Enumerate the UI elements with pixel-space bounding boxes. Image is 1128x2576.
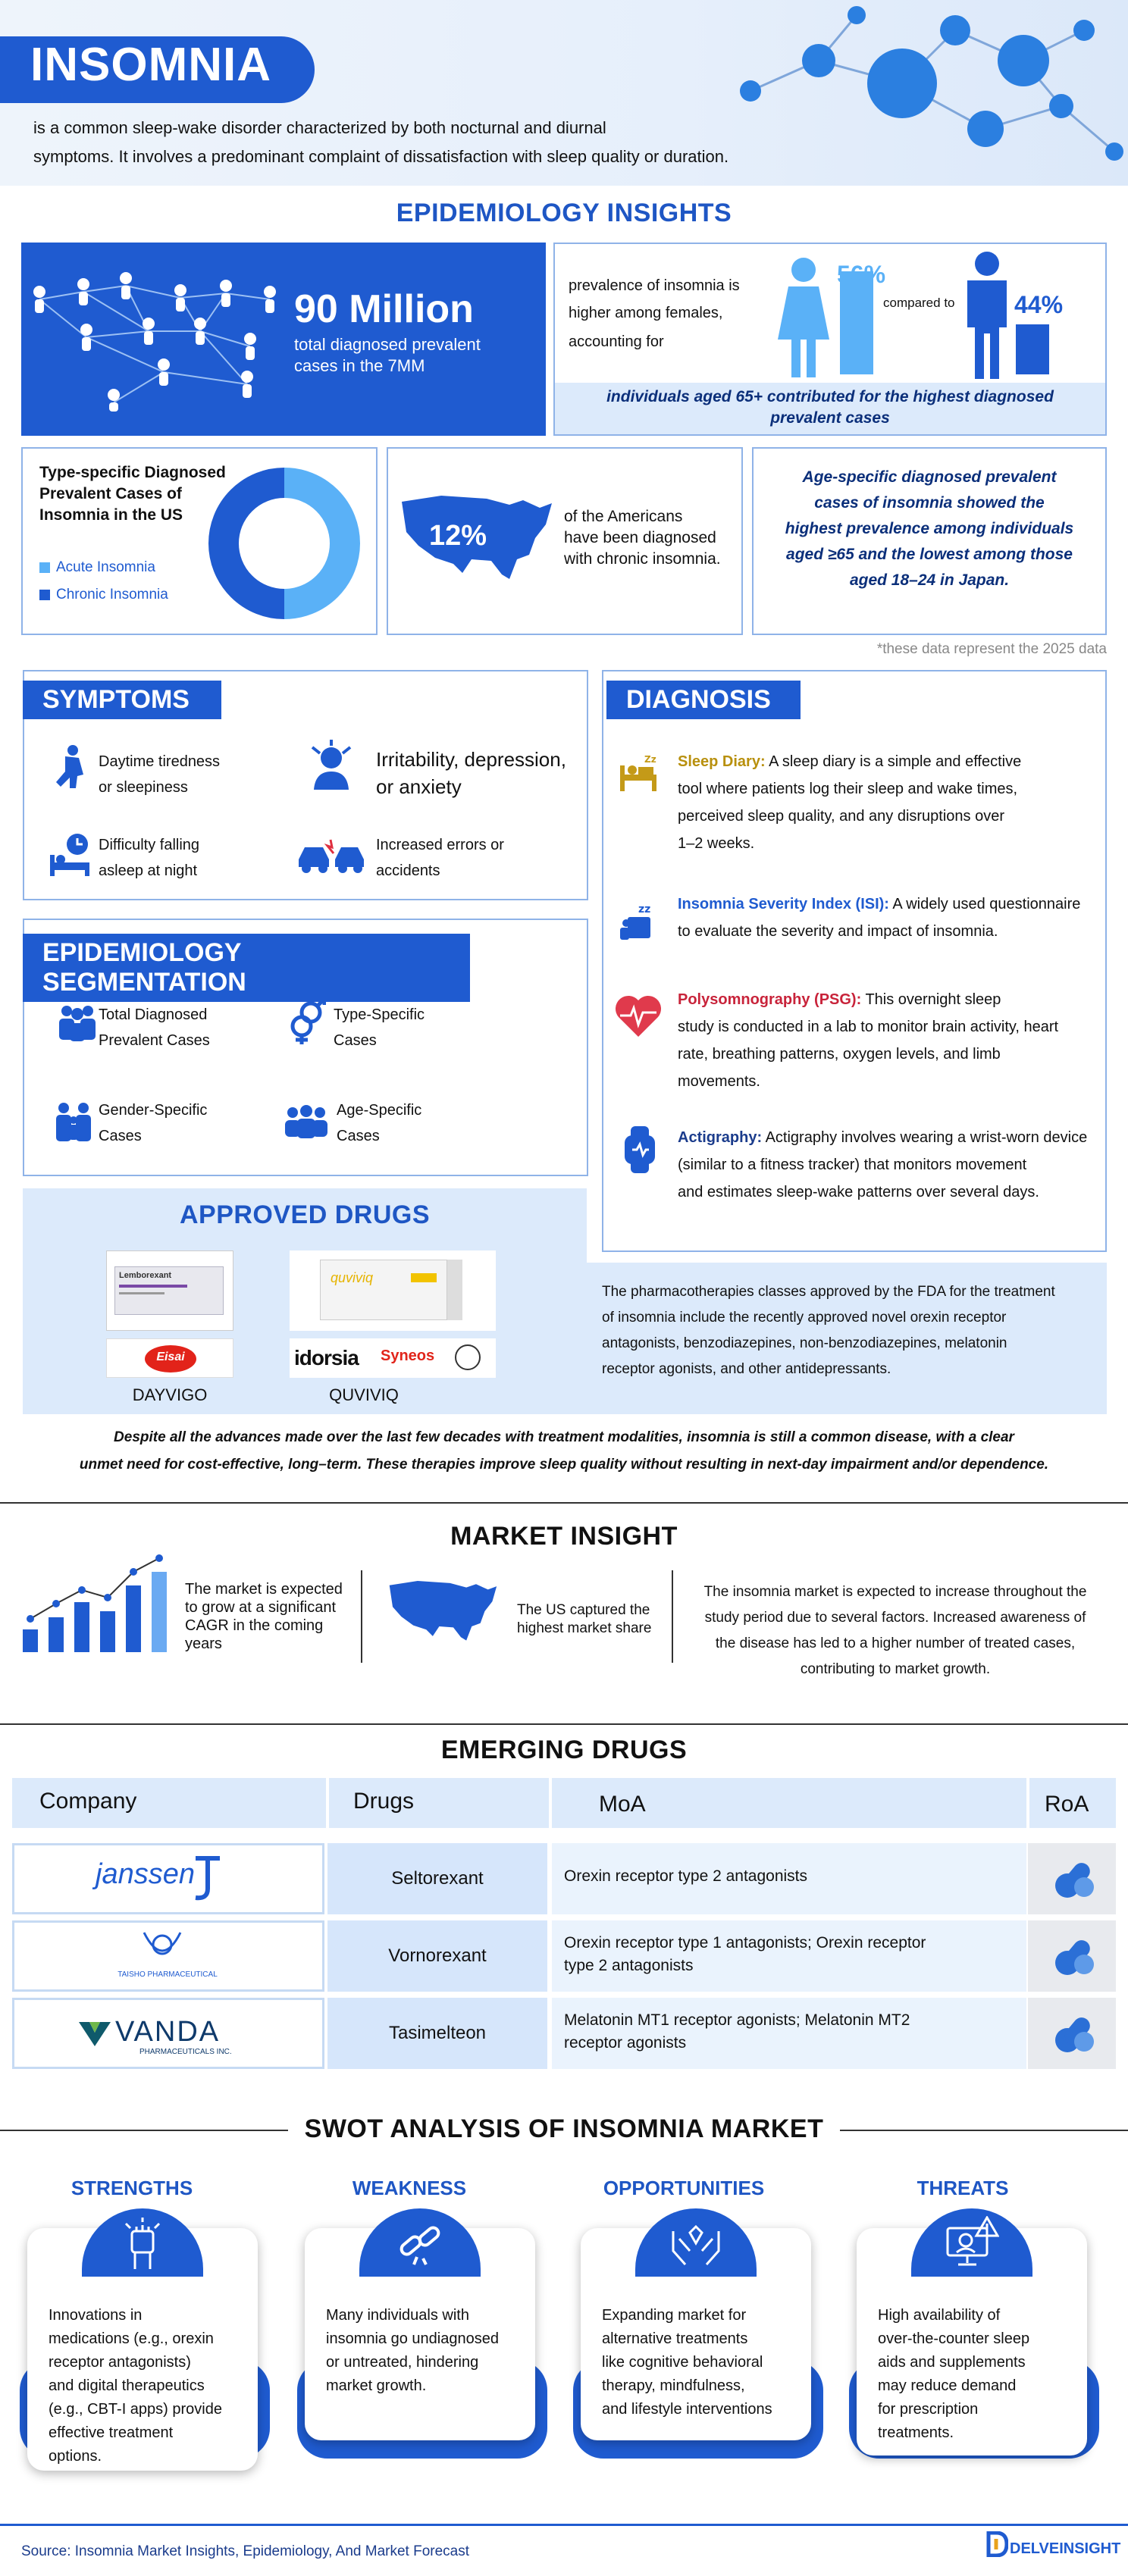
diagnosis-1-line-2: tool where patients log their sleep and wake times,	[678, 781, 1018, 797]
col-divider-2	[549, 1778, 552, 1828]
idorsia-logo-text: idorsia	[294, 1346, 359, 1369]
diagnosis-3-title: Polysomnography (PSG):	[678, 991, 862, 1008]
broken-chain-icon	[396, 2218, 444, 2268]
seg-3-line-2: Cases	[99, 1128, 142, 1144]
strengths-title: STRENGTHS	[70, 2177, 193, 2199]
warning-monitor-icon	[945, 2216, 999, 2271]
market-3-line-1: The insomnia market is expected to increase throughout the	[703, 1584, 1087, 1600]
dayvigo-pack	[106, 1250, 233, 1331]
diagnosis-4-title: Actigraphy:	[678, 1129, 763, 1146]
footer-divider	[0, 2524, 1128, 2526]
female-percent: 56%	[837, 261, 886, 288]
swot-line-right	[840, 2130, 1128, 2131]
drug-cell	[327, 1920, 547, 1992]
opportunities-text-line: and lifestyle interventions	[602, 2401, 772, 2418]
diagnosis-heading: DIAGNOSIS	[606, 681, 801, 719]
idorsia-syneos-logo	[290, 1338, 496, 1378]
svg-text:zz: zz	[638, 903, 651, 916]
quviviq-pack	[290, 1250, 496, 1331]
drug-name: Vornorexant	[388, 1945, 487, 1966]
diagnosis-1	[678, 749, 1021, 775]
us-market-map-icon	[371, 1573, 512, 1649]
seg-2-line-2: Cases	[334, 1032, 377, 1049]
donut-slice-chronic	[224, 483, 284, 604]
moa-line-1: Orexin receptor type 1 antagonists; Orexin receptor	[564, 1934, 926, 1952]
japan-line-3: highest prevalence among individuals	[785, 520, 1074, 537]
seg-2-line-1: Type-Specific	[334, 1006, 425, 1023]
us-text-2: have been diagnosed	[564, 529, 716, 546]
diagnosis-3-line-4: movements.	[678, 1073, 760, 1090]
threats-text-line: aids and supplements	[878, 2354, 1026, 2371]
delveinsight-logo-icon	[985, 2531, 1008, 2557]
family-icon	[53, 1102, 96, 1141]
molecule-illustration	[705, 0, 1128, 182]
diagnosis-2-line-2: to evaluate the severity and impact of insomnia.	[678, 923, 998, 940]
market-3-line-3: the disease has led to a higher number of treated cases,	[715, 1635, 1076, 1651]
weakness-text-line: market growth.	[326, 2377, 427, 2394]
pill-capsule-icon	[1054, 1858, 1095, 1899]
threats-text-line: treatments.	[878, 2424, 954, 2441]
wrist-device-icon	[622, 1126, 658, 1173]
strengths-text-line: Innovations in	[49, 2307, 143, 2324]
eisai-logo-text: Eisai	[156, 1351, 185, 1363]
swot-heading: SWOT ANALYSIS OF INSOMNIA MARKET	[304, 2114, 824, 2143]
market-1-line-2: to grow at a significant	[185, 1599, 336, 1616]
legend-chronic-swatch	[39, 590, 50, 600]
seg-1-line-2: Prevalent Cases	[99, 1032, 210, 1049]
taisho-emblem-icon	[138, 1928, 186, 1966]
us-text-1: of the Americans	[564, 508, 683, 525]
people-network-icon	[30, 261, 288, 413]
approved-desc-2: of insomnia include the recently approved novel orexin receptor	[602, 1310, 1007, 1326]
diagnosis-2-title: Insomnia Severity Index (ISI):	[678, 896, 889, 912]
approved-desc-4: receptor agonists, and other antidepressants.	[602, 1361, 891, 1377]
threats-text-line: over-the-counter sleep	[878, 2330, 1030, 2347]
market-3-line-2: study period due to several factors. Increased awareness of	[704, 1610, 1086, 1626]
japan-line-5: aged 18–24 in Japan.	[849, 571, 1010, 589]
quviviq-pack-label: quviviq	[331, 1270, 374, 1285]
diagnosis-2-text: A widely used questionnaire	[888, 896, 1081, 912]
questionnaire-icon	[617, 899, 660, 941]
col-drugs-header: Drugs	[353, 1789, 415, 1814]
emerging-header-row	[12, 1778, 1116, 1828]
diagnosis-4-text: Actigraphy involves wearing a wrist-worn device	[762, 1129, 1088, 1146]
col-divider-3	[1026, 1778, 1029, 1828]
seg-4-line-1: Age-Specific	[337, 1102, 422, 1119]
opportunities-text	[602, 2304, 772, 2421]
weakness-text-line: insomnia go undiagnosed	[326, 2330, 499, 2347]
emerging-heading: EMERGING DRUGS	[440, 1736, 688, 1764]
page-title: INSOMNIA	[30, 39, 271, 91]
drug-name: Seltorexant	[391, 1868, 484, 1889]
data-footnote: *these data represent the 2025 data	[876, 641, 1107, 657]
dayvigo-pack-label: Lemborexant	[119, 1271, 172, 1280]
threats-text-line: for prescription	[878, 2401, 979, 2418]
diagnosis-1-line-3: perceived sleep quality, and any disruptions over	[678, 808, 1004, 825]
japan-line-2: cases of insomnia showed the	[814, 494, 1045, 512]
taisho-logo-text: TAISHO PHARMACEUTICAL	[118, 1970, 218, 1979]
vanda-logo-text: VANDA	[115, 2016, 221, 2048]
symptom-3-line-1: Difficulty falling	[99, 837, 200, 853]
moa-line-2: type 2 antagonists	[564, 1957, 694, 1974]
legend-chronic-label: Chronic Insomnia	[56, 587, 168, 603]
col-roa-header: RoA	[1045, 1792, 1089, 1817]
symptom-1-line-1: Daytime tiredness	[99, 753, 221, 770]
moa-cell	[552, 1998, 1026, 2069]
swot-line-left	[0, 2130, 288, 2131]
table-row	[12, 1843, 1116, 1914]
vanda-logo-subtext: PHARMACEUTICALS INC.	[139, 2048, 232, 2056]
symptom-2-line-2: or anxiety	[376, 775, 462, 798]
market-divider-line	[0, 1502, 1128, 1504]
gender-symbol-icon	[288, 999, 326, 1044]
strengths-text-line: medications (e.g., orexin	[49, 2330, 214, 2347]
age-banner-line-2: prevalent cases	[770, 409, 890, 427]
diagnosis-3-text: This overnight sleep	[861, 991, 1001, 1008]
type-title-3: Insomnia in the US	[39, 506, 183, 524]
weakness-title: WEAKNESS	[352, 2177, 467, 2199]
diagnosis-1-text: A sleep diary is a simple and effective	[765, 753, 1022, 770]
opportunities-text-line: alternative treatments	[602, 2330, 748, 2347]
weakness-text-line: Many individuals with	[326, 2307, 469, 2324]
opportunities-text-line: therapy, mindfulness,	[602, 2377, 745, 2394]
market-1-line-1: The market is expected	[185, 1581, 343, 1598]
market-3-line-4: contributing to market growth.	[800, 1661, 991, 1677]
type-title-1: Type-specific Diagnosed	[39, 464, 226, 481]
drug-name: Tasimelteon	[388, 2023, 487, 2043]
symptom-4-line-2: accidents	[376, 862, 440, 879]
market-divider-2	[672, 1570, 673, 1663]
female-figure-icon	[773, 256, 834, 377]
unmet-need-note-1: Despite all the advances made over the last few decades with treatment modalities, insomnia is still a common disease, with a clear	[114, 1429, 1014, 1445]
market-1-line-4: years	[185, 1635, 222, 1652]
diagnosis-1-line-4: 1–2 weeks.	[678, 835, 755, 852]
japan-line-1: Age-specific diagnosed prevalent	[802, 468, 1057, 486]
symptom-4-line-1: Increased errors or	[376, 837, 504, 853]
diagnosis-2	[678, 891, 1080, 917]
strengths-text-line: effective treatment	[49, 2424, 174, 2441]
col-divider-1	[326, 1778, 329, 1828]
moa-line-2: receptor agonists	[564, 2034, 687, 2052]
market-1-line-3: CAGR in the coming	[185, 1617, 324, 1634]
approved-desc-3: antagonists, benzodiazepines, non-benzodiazepines, melatonin	[602, 1335, 1007, 1351]
brand-logo-text: DELVEINSIGHT	[1010, 2540, 1121, 2557]
opportunities-text-line: like cognitive behavioral	[602, 2354, 763, 2371]
diagnosis-4-line-2: (similar to a fitness tracker) that monitors movement	[678, 1157, 1027, 1173]
stressed-head-icon	[306, 740, 356, 790]
col-moa-header: MoA	[599, 1792, 646, 1817]
epidemiology-heading: EPIDEMIOLOGY INSIGHTS	[396, 199, 732, 227]
seg-4-line-2: Cases	[337, 1128, 380, 1144]
drug-cell	[327, 1998, 547, 2069]
age-group-icon	[284, 1105, 329, 1138]
type-title-2: Prevalent Cases of	[39, 485, 182, 502]
seg-1-line-1: Total Diagnosed	[99, 1006, 208, 1023]
symptom-3-line-2: asleep at night	[99, 862, 198, 879]
moa-line-1: Orexin receptor type 2 antagonists	[564, 1867, 808, 1885]
diagnosis-1-title: Sleep Diary:	[678, 753, 766, 770]
pill-capsule-icon	[1054, 1936, 1095, 1977]
diagnosis-4	[678, 1125, 1087, 1150]
big-number: 90 Million	[294, 287, 474, 331]
threats-title: THREATS	[916, 2177, 1009, 2199]
market-divider-1	[361, 1570, 362, 1663]
sleep-diary-icon	[617, 753, 660, 793]
threats-text	[878, 2304, 1029, 2445]
pill-capsule-icon	[1054, 2013, 1095, 2054]
threats-text-line: High availability of	[878, 2307, 1001, 2324]
seg-3-line-1: Gender-Specific	[99, 1102, 208, 1119]
tired-person-icon	[50, 744, 91, 790]
compared-to-label: compared to	[883, 296, 955, 310]
type-donut-chart	[205, 464, 364, 623]
big-caption-1: total diagnosed prevalent	[294, 335, 481, 354]
dayvigo-label: DAYVIGO	[132, 1385, 208, 1404]
strengths-text-line: and digital therapeutics	[49, 2377, 205, 2394]
janssen-logo-text: janssen	[96, 1858, 195, 1890]
diagnosis-3-line-3: rate, breathing patterns, oxygen levels, and limb	[678, 1046, 1001, 1063]
male-bar	[1016, 324, 1049, 374]
svg-text:Zz: Zz	[644, 754, 656, 765]
opportunities-text-line: Expanding market for	[602, 2307, 747, 2324]
age-banner-line-1: individuals aged 65+ contributed for the highest diagnosed	[606, 388, 1054, 405]
market-2-line-2: highest market share	[517, 1620, 652, 1636]
syneos-logo-text: Syneos	[381, 1347, 435, 1364]
symptom-2-line-1: Irritability, depression,	[376, 748, 566, 771]
strengths-text	[49, 2304, 222, 2468]
janssen-swoosh-icon	[190, 1854, 223, 1902]
market-2-line-1: The US captured the	[517, 1602, 650, 1618]
approved-desc-1: The pharmacotherapies classes approved by the FDA for the treatment	[602, 1284, 1055, 1300]
diagnosis-3	[678, 987, 1001, 1013]
legend-acute-label: Acute Insomnia	[56, 559, 155, 575]
unmet-need-note-2: unmet need for cost-effective, long–term. These therapies improve sleep quality without resulting in next-day impairment and/or dependence.	[79, 1457, 1049, 1473]
threats-text-line: may reduce demand	[878, 2377, 1017, 2394]
male-figure-icon	[957, 252, 1017, 379]
col-company-header: Company	[39, 1789, 137, 1814]
opportunities-title: OPPORTUNITIES	[603, 2177, 765, 2199]
female-text-1: prevalence of insomnia is	[569, 277, 740, 294]
male-percent: 44%	[1014, 291, 1064, 318]
emerging-divider-line	[0, 1723, 1128, 1725]
raised-fist-icon	[118, 2216, 167, 2271]
us-text-3: with chronic insomnia.	[564, 550, 721, 568]
strengths-text-line: receptor antagonists)	[49, 2354, 191, 2371]
hands-opportunity-icon	[669, 2216, 723, 2271]
intro-line-1: is a common sleep-wake disorder characterized by both nocturnal and diurnal	[33, 118, 606, 137]
intro-line-2: symptoms. It involves a predominant complaint of dissatisfaction with sleep quality or duration.	[33, 147, 729, 166]
donut-slice-acute	[284, 483, 345, 604]
legend-acute-swatch	[39, 562, 50, 573]
moa-cell	[552, 1920, 1026, 1992]
quviviq-label: QUVIVIQ	[329, 1385, 399, 1404]
group-people-icon	[56, 1003, 99, 1041]
us-percent: 12%	[429, 520, 487, 552]
symptoms-heading: SYMPTOMS	[23, 681, 221, 719]
weakness-text-line: or untreated, hindering	[326, 2354, 479, 2371]
japan-line-4: aged ≥65 and the lowest among those	[786, 546, 1073, 563]
heart-monitor-icon	[614, 993, 663, 1038]
approved-drugs-heading: APPROVED DRUGS	[179, 1200, 431, 1229]
car-crash-icon	[297, 837, 365, 875]
strengths-text-line: (e.g., CBT-I apps) provide	[49, 2401, 222, 2418]
vanda-emblem-icon	[77, 2016, 112, 2048]
source-text: Source: Insomnia Market Insights, Epidemiology, And Market Forecast	[21, 2543, 470, 2559]
table-row	[12, 1998, 1116, 2069]
diagnosis-3-line-2: study is conducted in a lab to monitor brain activity, heart	[678, 1019, 1059, 1035]
table-row	[12, 1920, 1116, 1992]
diagnosis-4-line-3: and estimates sleep-wake patterns over several days.	[678, 1184, 1039, 1200]
market-heading: MARKET INSIGHT	[450, 1522, 678, 1551]
female-text-2: higher among females,	[569, 305, 723, 321]
big-caption-2: cases in the 7MM	[294, 356, 425, 375]
drug-cell	[327, 1843, 547, 1914]
growth-bars-icon	[23, 1554, 171, 1652]
moa-line-1: Melatonin MT1 receptor agonists; Melatonin MT2	[564, 2011, 910, 2029]
janssen-logo	[96, 1858, 195, 1891]
bed-clock-icon	[47, 832, 92, 878]
strengths-text-line: options.	[49, 2448, 102, 2465]
female-text-3: accounting for	[569, 333, 664, 350]
eisai-logo	[106, 1338, 233, 1378]
segmentation-heading: EPIDEMIOLOGY SEGMENTATION	[23, 934, 470, 1002]
symptom-1-line-2: or sleepiness	[99, 779, 188, 796]
weakness-text	[326, 2304, 499, 2398]
